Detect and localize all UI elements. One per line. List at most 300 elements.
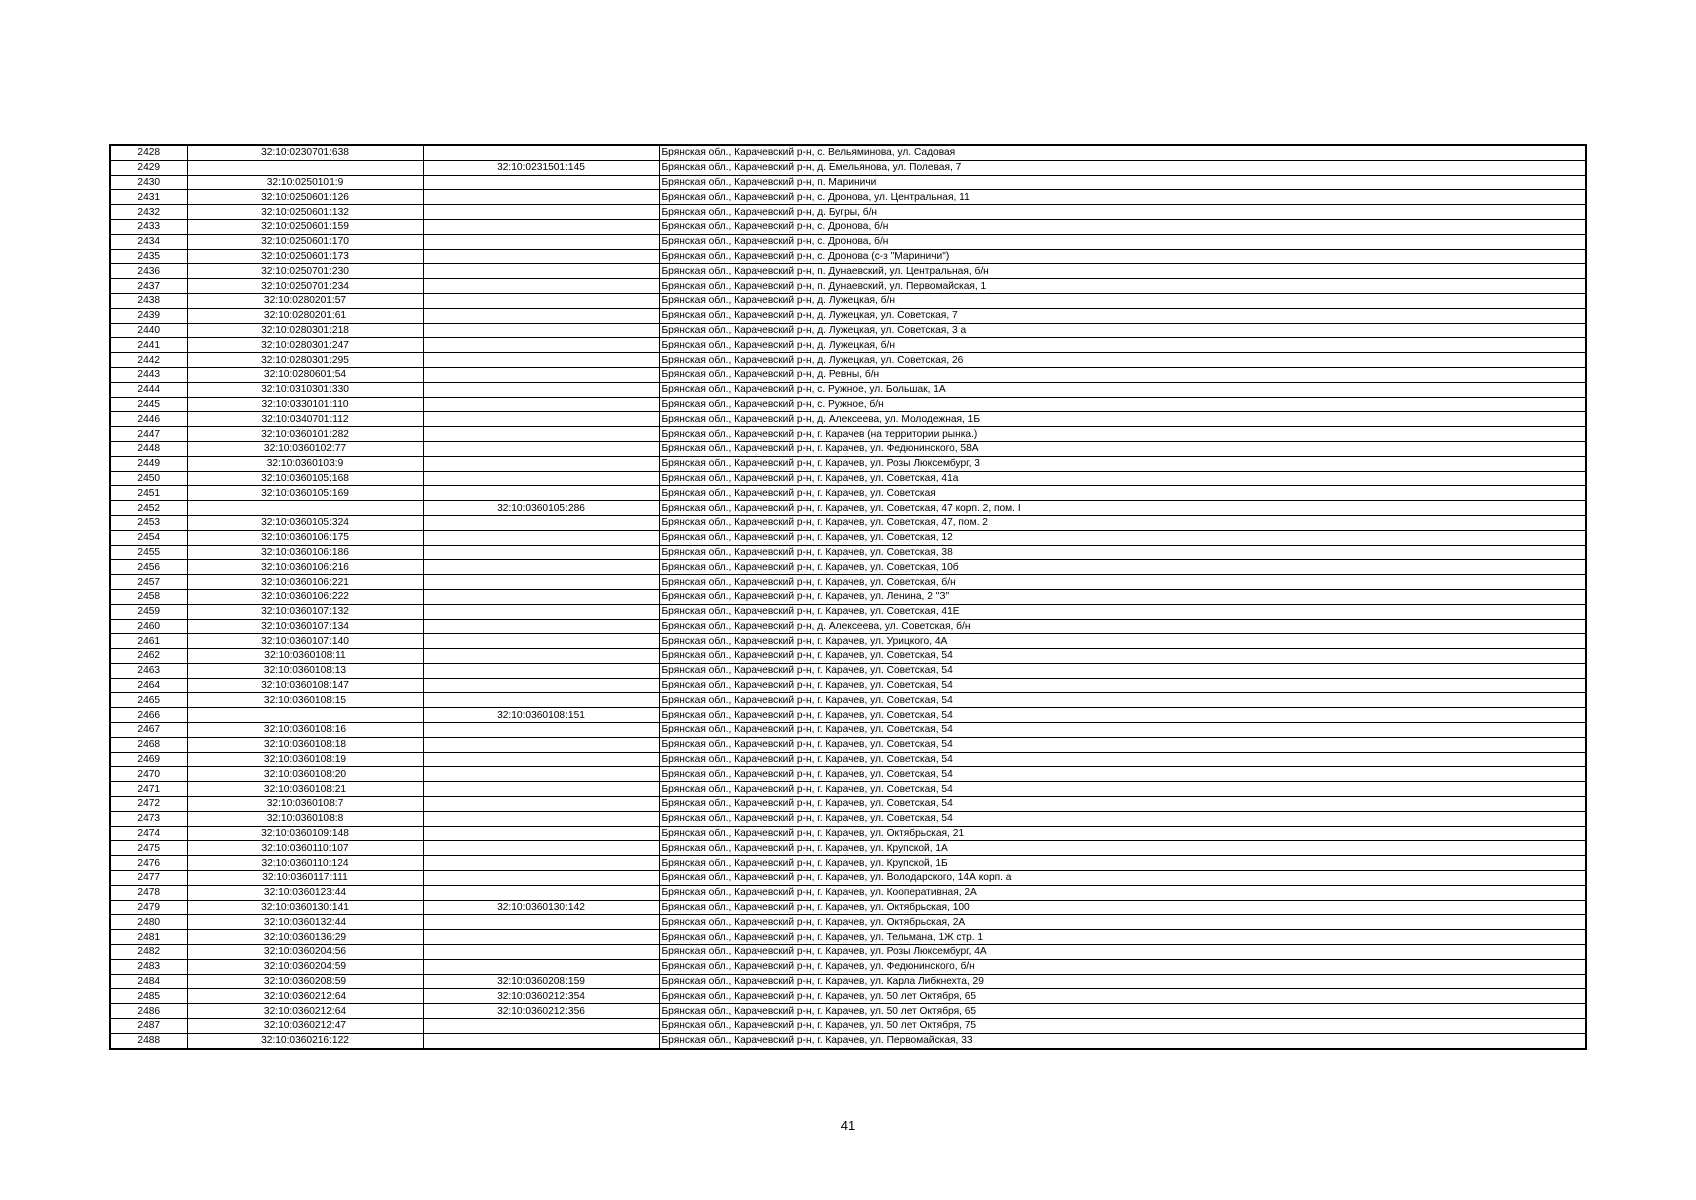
- related-cadastral-number-cell: 32:10:0231501:145: [423, 160, 659, 175]
- cadastral-number-cell: 32:10:0280301:218: [187, 323, 423, 338]
- row-number-cell: 2447: [110, 427, 187, 442]
- address-cell: Брянская обл., Карачевский р-н, г. Карачев, ул. Советская, 41а: [659, 471, 1586, 486]
- related-cadastral-number-cell: [423, 841, 659, 856]
- related-cadastral-number-cell: [423, 264, 659, 279]
- row-number-cell: 2450: [110, 471, 187, 486]
- related-cadastral-number-cell: [423, 175, 659, 190]
- address-cell: Брянская обл., Карачевский р-н, д. Лужецкая, ул. Советская, 3 а: [659, 323, 1586, 338]
- address-cell: Брянская обл., Карачевский р-н, г. Карачев, ул. Советская, 10б: [659, 560, 1586, 575]
- cadastral-number-cell: 32:10:0360106:222: [187, 589, 423, 604]
- table-row: [110, 279, 1586, 294]
- row-number-cell: 2488: [110, 1033, 187, 1048]
- row-number-cell: 2464: [110, 678, 187, 693]
- related-cadastral-number-cell: [423, 249, 659, 264]
- related-cadastral-number-cell: [423, 471, 659, 486]
- row-number-cell: 2441: [110, 338, 187, 353]
- row-number-cell: 2463: [110, 663, 187, 678]
- table-row: [110, 1004, 1586, 1019]
- related-cadastral-number-cell: [423, 589, 659, 604]
- related-cadastral-number-cell: [423, 885, 659, 900]
- row-number-cell: 2436: [110, 264, 187, 279]
- row-number-cell: 2485: [110, 989, 187, 1004]
- table-row: [110, 723, 1586, 738]
- related-cadastral-number-cell: [423, 678, 659, 693]
- row-number-cell: 2449: [110, 456, 187, 471]
- cadastral-number-cell: 32:10:0360117:111: [187, 871, 423, 886]
- table-row: [110, 264, 1586, 279]
- cadastral-number-cell: 32:10:0360108:7: [187, 797, 423, 812]
- row-number-cell: 2484: [110, 974, 187, 989]
- table-row: [110, 604, 1586, 619]
- cadastral-number-cell: 32:10:0280601:54: [187, 367, 423, 382]
- cadastral-number-cell: 32:10:0360106:216: [187, 560, 423, 575]
- address-cell: Брянская обл., Карачевский р-н, д. Бугры, б/н: [659, 205, 1586, 220]
- cadastral-number-cell: 32:10:0360108:21: [187, 782, 423, 797]
- related-cadastral-number-cell: [423, 575, 659, 590]
- address-cell: Брянская обл., Карачевский р-н, г. Карачев, ул. Октябрьская, 21: [659, 826, 1586, 841]
- table-row: [110, 441, 1586, 456]
- cadastral-number-cell: 32:10:0360108:16: [187, 723, 423, 738]
- table-row: [110, 989, 1586, 1004]
- related-cadastral-number-cell: [423, 456, 659, 471]
- row-number-cell: 2456: [110, 560, 187, 575]
- cadastral-number-cell: 32:10:0250701:234: [187, 279, 423, 294]
- row-number-cell: 2476: [110, 856, 187, 871]
- related-cadastral-number-cell: [423, 930, 659, 945]
- related-cadastral-number-cell: [423, 145, 659, 160]
- table-row: [110, 205, 1586, 220]
- cadastral-number-cell: 32:10:0360212:64: [187, 1004, 423, 1019]
- row-number-cell: 2429: [110, 160, 187, 175]
- row-number-cell: 2437: [110, 279, 187, 294]
- related-cadastral-number-cell: [423, 279, 659, 294]
- table-row: [110, 190, 1586, 205]
- related-cadastral-number-cell: [423, 205, 659, 220]
- row-number-cell: 2443: [110, 367, 187, 382]
- row-number-cell: 2459: [110, 604, 187, 619]
- address-cell: Брянская обл., Карачевский р-н, г. Карачев, ул. Советская, 47, пом. 2: [659, 515, 1586, 530]
- address-cell: Брянская обл., Карачевский р-н, г. Карачев, ул. 50 лет Октября, 65: [659, 989, 1586, 1004]
- related-cadastral-number-cell: [423, 530, 659, 545]
- cadastral-number-cell: 32:10:0360136:29: [187, 930, 423, 945]
- cadastral-number-cell: 32:10:0360130:141: [187, 900, 423, 915]
- related-cadastral-number-cell: [423, 427, 659, 442]
- address-cell: Брянская обл., Карачевский р-н, г. Карачев, ул. Володарского, 14А корп. а: [659, 871, 1586, 886]
- row-number-cell: 2428: [110, 145, 187, 160]
- table-row: [110, 308, 1586, 323]
- table-row: [110, 885, 1586, 900]
- table-row: [110, 826, 1586, 841]
- table-row: [110, 367, 1586, 382]
- address-cell: Брянская обл., Карачевский р-н, г. Карачев, ул. Крупской, 1Б: [659, 856, 1586, 871]
- related-cadastral-number-cell: [423, 545, 659, 560]
- address-cell: Брянская обл., Карачевский р-н, г. Карачев, ул. Советская, 54: [659, 752, 1586, 767]
- related-cadastral-number-cell: [423, 871, 659, 886]
- table-row: [110, 900, 1586, 915]
- table-row: [110, 811, 1586, 826]
- row-number-cell: 2435: [110, 249, 187, 264]
- address-cell: Брянская обл., Карачевский р-н, г. Карачев, ул. Советская, 54: [659, 708, 1586, 723]
- table-row: [110, 293, 1586, 308]
- table-row: [110, 560, 1586, 575]
- cadastral-number-cell: 32:10:0360108:11: [187, 649, 423, 664]
- table-row: [110, 663, 1586, 678]
- row-number-cell: 2440: [110, 323, 187, 338]
- related-cadastral-number-cell: [423, 382, 659, 397]
- table-row: [110, 1019, 1586, 1034]
- address-cell: Брянская обл., Карачевский р-н, с. Дронова, ул. Центральная, 11: [659, 190, 1586, 205]
- table-row: [110, 515, 1586, 530]
- address-cell: Брянская обл., Карачевский р-н, д. Лужецкая, б/н: [659, 338, 1586, 353]
- table-row: [110, 338, 1586, 353]
- address-cell: Брянская обл., Карачевский р-н, г. Карачев, ул. Советская, 12: [659, 530, 1586, 545]
- related-cadastral-number-cell: [423, 1019, 659, 1034]
- table-row: [110, 767, 1586, 782]
- row-number-cell: 2469: [110, 752, 187, 767]
- table-row: [110, 249, 1586, 264]
- address-cell: Брянская обл., Карачевский р-н, г. Карачев, ул. 50 лет Октября, 75: [659, 1019, 1586, 1034]
- row-number-cell: 2482: [110, 945, 187, 960]
- table-row: [110, 160, 1586, 175]
- address-cell: Брянская обл., Карачевский р-н, г. Карачев, ул. 50 лет Октября, 65: [659, 1004, 1586, 1019]
- row-number-cell: 2439: [110, 308, 187, 323]
- table-row: [110, 930, 1586, 945]
- related-cadastral-number-cell: [423, 515, 659, 530]
- address-cell: Брянская обл., Карачевский р-н, п. Дунаевский, ул. Первомайская, 1: [659, 279, 1586, 294]
- related-cadastral-number-cell: [423, 915, 659, 930]
- address-cell: Брянская обл., Карачевский р-н, г. Карачев, ул. Советская, 54: [659, 767, 1586, 782]
- cadastral-number-cell: 32:10:0360204:59: [187, 959, 423, 974]
- cadastral-number-cell: 32:10:0280301:295: [187, 353, 423, 368]
- row-number-cell: 2477: [110, 871, 187, 886]
- address-cell: Брянская обл., Карачевский р-н, г. Карачев, ул. Советская, 54: [659, 737, 1586, 752]
- row-number-cell: 2446: [110, 412, 187, 427]
- address-cell: Брянская обл., Карачевский р-н, г. Карачев, ул. Советская, 54: [659, 663, 1586, 678]
- table-row: [110, 959, 1586, 974]
- related-cadastral-number-cell: [423, 737, 659, 752]
- table-row: [110, 708, 1586, 723]
- address-cell: Брянская обл., Карачевский р-н, г. Карачев, ул. Советская, 54: [659, 723, 1586, 738]
- address-cell: Брянская обл., Карачевский р-н, с. Вельяминова, ул. Садовая: [659, 145, 1586, 160]
- related-cadastral-number-cell: [423, 190, 659, 205]
- cadastral-number-cell: 32:10:0360109:148: [187, 826, 423, 841]
- related-cadastral-number-cell: [423, 634, 659, 649]
- related-cadastral-number-cell: [423, 367, 659, 382]
- table-row: [110, 782, 1586, 797]
- related-cadastral-number-cell: 32:10:0360105:286: [423, 501, 659, 516]
- table-row: [110, 412, 1586, 427]
- registry-table: [109, 144, 1587, 1050]
- address-cell: Брянская обл., Карачевский р-н, д. Лужецкая, ул. Советская, 7: [659, 308, 1586, 323]
- address-cell: Брянская обл., Карачевский р-н, г. Карачев, ул. Советская, 54: [659, 649, 1586, 664]
- cadastral-number-cell: 32:10:0360123:44: [187, 885, 423, 900]
- cadastral-number-cell: 32:10:0360105:169: [187, 486, 423, 501]
- row-number-cell: 2444: [110, 382, 187, 397]
- cadastral-number-cell: 32:10:0360103:9: [187, 456, 423, 471]
- table-row: [110, 693, 1586, 708]
- related-cadastral-number-cell: [423, 959, 659, 974]
- address-cell: Брянская обл., Карачевский р-н, с. Дронова, б/н: [659, 234, 1586, 249]
- cadastral-number-cell: 32:10:0360108:13: [187, 663, 423, 678]
- related-cadastral-number-cell: [423, 945, 659, 960]
- row-number-cell: 2445: [110, 397, 187, 412]
- row-number-cell: 2470: [110, 767, 187, 782]
- related-cadastral-number-cell: 32:10:0360130:142: [423, 900, 659, 915]
- address-cell: Брянская обл., Карачевский р-н, г. Карачев, ул. Ленина, 2 "З": [659, 589, 1586, 604]
- cadastral-number-cell: 32:10:0360108:15: [187, 693, 423, 708]
- cadastral-number-cell: 32:10:0250101:9: [187, 175, 423, 190]
- address-cell: Брянская обл., Карачевский р-н, г. Карачев, ул. Советская, 47 корп. 2, пом. I: [659, 501, 1586, 516]
- address-cell: Брянская обл., Карачевский р-н, г. Карачев, ул. Урицкого, 4А: [659, 634, 1586, 649]
- cadastral-number-cell: 32:10:0360108:18: [187, 737, 423, 752]
- table-row: [110, 382, 1586, 397]
- table-row: [110, 797, 1586, 812]
- cadastral-number-cell: 32:10:0360107:134: [187, 619, 423, 634]
- row-number-cell: 2467: [110, 723, 187, 738]
- cadastral-number-cell: 32:10:0360108:20: [187, 767, 423, 782]
- cadastral-number-cell: 32:10:0360110:124: [187, 856, 423, 871]
- address-cell: Брянская обл., Карачевский р-н, с. Ружное, б/н: [659, 397, 1586, 412]
- cadastral-number-cell: 32:10:0310301:330: [187, 382, 423, 397]
- row-number-cell: 2430: [110, 175, 187, 190]
- row-number-cell: 2433: [110, 219, 187, 234]
- row-number-cell: 2454: [110, 530, 187, 545]
- address-cell: Брянская обл., Карачевский р-н, п. Мариничи: [659, 175, 1586, 190]
- table-row: [110, 234, 1586, 249]
- related-cadastral-number-cell: 32:10:0360108:151: [423, 708, 659, 723]
- row-number-cell: 2475: [110, 841, 187, 856]
- address-cell: Брянская обл., Карачевский р-н, г. Карачев, ул. Розы Люксембург, 4А: [659, 945, 1586, 960]
- related-cadastral-number-cell: [423, 353, 659, 368]
- related-cadastral-number-cell: [423, 619, 659, 634]
- cadastral-number-cell: 32:10:0330101:110: [187, 397, 423, 412]
- cadastral-number-cell: 32:10:0360108:8: [187, 811, 423, 826]
- address-cell: Брянская обл., Карачевский р-н, г. Карачев, ул. Советская: [659, 486, 1586, 501]
- cadastral-number-cell: 32:10:0360105:324: [187, 515, 423, 530]
- related-cadastral-number-cell: [423, 338, 659, 353]
- row-number-cell: 2479: [110, 900, 187, 915]
- cadastral-number-cell: [187, 708, 423, 723]
- row-number-cell: 2431: [110, 190, 187, 205]
- address-cell: Брянская обл., Карачевский р-н, г. Карачев, ул. Советская, 41Е: [659, 604, 1586, 619]
- cadastral-number-cell: 32:10:0360108:147: [187, 678, 423, 693]
- row-number-cell: 2442: [110, 353, 187, 368]
- address-cell: Брянская обл., Карачевский р-н, г. Карачев, ул. Советская, б/н: [659, 575, 1586, 590]
- address-cell: Брянская обл., Карачевский р-н, д. Лужецкая, ул. Советская, 26: [659, 353, 1586, 368]
- row-number-cell: 2468: [110, 737, 187, 752]
- cadastral-number-cell: 32:10:0360132:44: [187, 915, 423, 930]
- address-cell: Брянская обл., Карачевский р-н, г. Карачев, ул. Кооперативная, 2А: [659, 885, 1586, 900]
- row-number-cell: 2438: [110, 293, 187, 308]
- related-cadastral-number-cell: [423, 1033, 659, 1048]
- address-cell: Брянская обл., Карачевский р-н, д. Ревны, б/н: [659, 367, 1586, 382]
- cadastral-number-cell: 32:10:0340701:112: [187, 412, 423, 427]
- related-cadastral-number-cell: [423, 234, 659, 249]
- related-cadastral-number-cell: 32:10:0360208:159: [423, 974, 659, 989]
- row-number-cell: 2451: [110, 486, 187, 501]
- row-number-cell: 2466: [110, 708, 187, 723]
- cadastral-number-cell: 32:10:0360105:168: [187, 471, 423, 486]
- address-cell: Брянская обл., Карачевский р-н, г. Карачев, ул. Советская, 54: [659, 797, 1586, 812]
- address-cell: Брянская обл., Карачевский р-н, г. Карачев, ул. Советская, 54: [659, 811, 1586, 826]
- table-row: [110, 486, 1586, 501]
- row-number-cell: 2465: [110, 693, 187, 708]
- cadastral-number-cell: 32:10:0360212:47: [187, 1019, 423, 1034]
- cadastral-number-cell: 32:10:0360102:77: [187, 441, 423, 456]
- table-row: [110, 841, 1586, 856]
- address-cell: Брянская обл., Карачевский р-н, г. Карачев (на территории рынка.): [659, 427, 1586, 442]
- table-row: [110, 575, 1586, 590]
- table-row: [110, 634, 1586, 649]
- row-number-cell: 2434: [110, 234, 187, 249]
- address-cell: Брянская обл., Карачевский р-н, г. Карачев, ул. Советская, 38: [659, 545, 1586, 560]
- table-row: [110, 427, 1586, 442]
- row-number-cell: 2474: [110, 826, 187, 841]
- address-cell: Брянская обл., Карачевский р-н, г. Карачев, ул. Карла Либкнехта, 29: [659, 974, 1586, 989]
- cadastral-number-cell: 32:10:0360106:175: [187, 530, 423, 545]
- table-row: [110, 456, 1586, 471]
- address-cell: Брянская обл., Карачевский р-н, г. Карачев, ул. Федюнинского, б/н: [659, 959, 1586, 974]
- address-cell: Брянская обл., Карачевский р-н, г. Карачев, ул. Советская, 54: [659, 782, 1586, 797]
- row-number-cell: 2448: [110, 441, 187, 456]
- table-row: [110, 323, 1586, 338]
- related-cadastral-number-cell: [423, 486, 659, 501]
- cadastral-number-cell: 32:10:0360208:59: [187, 974, 423, 989]
- cadastral-number-cell: 32:10:0360110:107: [187, 841, 423, 856]
- cadastral-number-cell: 32:10:0250601:170: [187, 234, 423, 249]
- related-cadastral-number-cell: [423, 219, 659, 234]
- address-cell: Брянская обл., Карачевский р-н, с. Ружное, ул. Большак, 1А: [659, 382, 1586, 397]
- cadastral-number-cell: 32:10:0250701:230: [187, 264, 423, 279]
- address-cell: Брянская обл., Карачевский р-н, с. Дронова (с-з "Мариничи"): [659, 249, 1586, 264]
- address-cell: Брянская обл., Карачевский р-н, д. Алексеева, ул. Молодежная, 1Б: [659, 412, 1586, 427]
- related-cadastral-number-cell: [423, 649, 659, 664]
- row-number-cell: 2487: [110, 1019, 187, 1034]
- related-cadastral-number-cell: [423, 856, 659, 871]
- cadastral-number-cell: 32:10:0360106:221: [187, 575, 423, 590]
- cadastral-number-cell: 32:10:0360107:132: [187, 604, 423, 619]
- address-cell: Брянская обл., Карачевский р-н, г. Карачев, ул. Советская, 54: [659, 678, 1586, 693]
- table-row: [110, 1033, 1586, 1048]
- row-number-cell: 2452: [110, 501, 187, 516]
- address-cell: Брянская обл., Карачевский р-н, п. Дунаевский, ул. Центральная, б/н: [659, 264, 1586, 279]
- related-cadastral-number-cell: [423, 293, 659, 308]
- row-number-cell: 2461: [110, 634, 187, 649]
- cadastral-number-cell: 32:10:0360101:282: [187, 427, 423, 442]
- table-row: [110, 471, 1586, 486]
- table-row: [110, 871, 1586, 886]
- row-number-cell: 2478: [110, 885, 187, 900]
- address-cell: Брянская обл., Карачевский р-н, д. Алексеева, ул. Советская, б/н: [659, 619, 1586, 634]
- related-cadastral-number-cell: [423, 663, 659, 678]
- address-cell: Брянская обл., Карачевский р-н, г. Карачев, ул. Розы Люксембург, 3: [659, 456, 1586, 471]
- cadastral-number-cell: 32:10:0280301:247: [187, 338, 423, 353]
- row-number-cell: 2458: [110, 589, 187, 604]
- table-row: [110, 219, 1586, 234]
- row-number-cell: 2455: [110, 545, 187, 560]
- cadastral-number-cell: 32:10:0360106:186: [187, 545, 423, 560]
- table-row: [110, 397, 1586, 412]
- related-cadastral-number-cell: [423, 560, 659, 575]
- cadastral-number-cell: 32:10:0280201:57: [187, 293, 423, 308]
- cadastral-number-cell: 32:10:0230701:638: [187, 145, 423, 160]
- cadastral-number-cell: [187, 501, 423, 516]
- table-row: [110, 649, 1586, 664]
- row-number-cell: 2486: [110, 1004, 187, 1019]
- related-cadastral-number-cell: [423, 412, 659, 427]
- related-cadastral-number-cell: [423, 782, 659, 797]
- address-cell: Брянская обл., Карачевский р-н, д. Емельянова, ул. Полевая, 7: [659, 160, 1586, 175]
- cadastral-number-cell: [187, 160, 423, 175]
- row-number-cell: 2453: [110, 515, 187, 530]
- registry-table-body: [110, 145, 1586, 1049]
- related-cadastral-number-cell: [423, 397, 659, 412]
- row-number-cell: 2472: [110, 797, 187, 812]
- related-cadastral-number-cell: [423, 308, 659, 323]
- address-cell: Брянская обл., Карачевский р-н, г. Карачев, ул. Советская, 54: [659, 693, 1586, 708]
- table-row: [110, 589, 1586, 604]
- related-cadastral-number-cell: [423, 767, 659, 782]
- table-row: [110, 545, 1586, 560]
- cadastral-number-cell: 32:10:0360108:19: [187, 752, 423, 767]
- row-number-cell: 2432: [110, 205, 187, 220]
- table-row: [110, 737, 1586, 752]
- page-number: 41: [840, 1118, 856, 1133]
- related-cadastral-number-cell: 32:10:0360212:356: [423, 1004, 659, 1019]
- address-cell: Брянская обл., Карачевский р-н, г. Карачев, ул. Федюнинского, 58А: [659, 441, 1586, 456]
- cadastral-number-cell: 32:10:0250601:126: [187, 190, 423, 205]
- related-cadastral-number-cell: [423, 752, 659, 767]
- cadastral-number-cell: 32:10:0280201:61: [187, 308, 423, 323]
- cadastral-number-cell: 32:10:0250601:159: [187, 219, 423, 234]
- row-number-cell: 2473: [110, 811, 187, 826]
- cadastral-number-cell: 32:10:0360204:56: [187, 945, 423, 960]
- related-cadastral-number-cell: [423, 323, 659, 338]
- related-cadastral-number-cell: 32:10:0360212:354: [423, 989, 659, 1004]
- cadastral-number-cell: 32:10:0250601:173: [187, 249, 423, 264]
- table-row: [110, 752, 1586, 767]
- related-cadastral-number-cell: [423, 797, 659, 812]
- table-row: [110, 145, 1586, 160]
- row-number-cell: 2460: [110, 619, 187, 634]
- table-row: [110, 856, 1586, 871]
- row-number-cell: 2457: [110, 575, 187, 590]
- table-row: [110, 530, 1586, 545]
- row-number-cell: 2483: [110, 959, 187, 974]
- cadastral-number-cell: 32:10:0360212:64: [187, 989, 423, 1004]
- table-row: [110, 175, 1586, 190]
- row-number-cell: 2481: [110, 930, 187, 945]
- address-cell: Брянская обл., Карачевский р-н, г. Карачев, ул. Тельмана, 1Ж стр. 1: [659, 930, 1586, 945]
- address-cell: Брянская обл., Карачевский р-н, г. Карачев, ул. Первомайская, 33: [659, 1033, 1586, 1048]
- table-row: [110, 974, 1586, 989]
- table-row: [110, 915, 1586, 930]
- table-row: [110, 945, 1586, 960]
- table-row: [110, 619, 1586, 634]
- row-number-cell: 2480: [110, 915, 187, 930]
- related-cadastral-number-cell: [423, 693, 659, 708]
- address-cell: Брянская обл., Карачевский р-н, г. Карачев, ул. Крупской, 1А: [659, 841, 1586, 856]
- related-cadastral-number-cell: [423, 723, 659, 738]
- cadastral-number-cell: 32:10:0360107:140: [187, 634, 423, 649]
- table-row: [110, 501, 1586, 516]
- address-cell: Брянская обл., Карачевский р-н, с. Дронова, б/н: [659, 219, 1586, 234]
- address-cell: Брянская обл., Карачевский р-н, г. Карачев, ул. Октябрьская, 100: [659, 900, 1586, 915]
- related-cadastral-number-cell: [423, 811, 659, 826]
- address-cell: Брянская обл., Карачевский р-н, д. Лужецкая, б/н: [659, 293, 1586, 308]
- cadastral-number-cell: 32:10:0250601:132: [187, 205, 423, 220]
- address-cell: Брянская обл., Карачевский р-н, г. Карачев, ул. Октябрьская, 2А: [659, 915, 1586, 930]
